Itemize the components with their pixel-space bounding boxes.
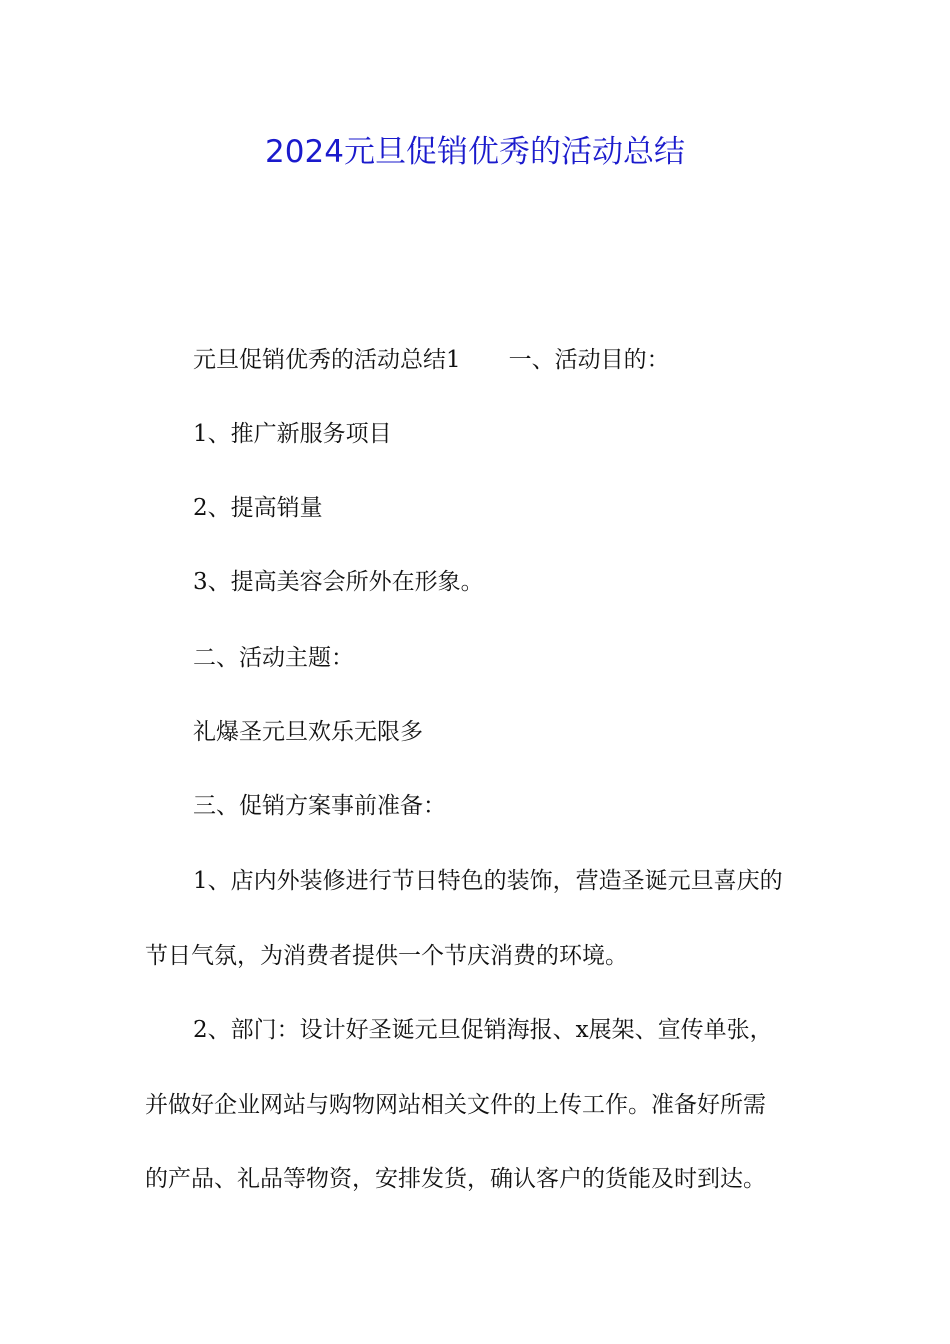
section2-heading: 二、活动主题： [193, 645, 354, 671]
prep1-line2: 节日气氛，为消费者提供一个节庆消费的环境。 [145, 943, 628, 969]
theme-text: 礼爆圣元旦欢乐无限多 [193, 719, 423, 745]
document-title: 2024元旦促销优秀的活动总结 [265, 134, 685, 170]
prep2-line3: 的产品、礼品等物资，安排发货，确认客户的货能及时到达。 [145, 1166, 766, 1192]
prep2-line2: 并做好企业网站与购物网站相关文件的上传工作。准备好所需 [145, 1092, 766, 1118]
section1-heading: 一、活动目的： [508, 347, 670, 373]
list-item-1: 1、推广新服务项目 [193, 421, 392, 447]
section3-heading: 三、促销方案事前准备： [193, 793, 446, 819]
prep2-line1: 2、部门：设计好圣诞元旦促销海报、x展架、宣传单张， [193, 1017, 773, 1043]
intro-line [193, 344, 670, 376]
list-item-3: 3、提高美容会所外在形象。 [193, 569, 484, 595]
intro-heading: 元旦促销优秀的活动总结1 [193, 347, 461, 373]
list-item-2: 2、提高销量 [193, 495, 323, 521]
prep1-line1: 1、店内外装修进行节日特色的装饰，营造圣诞元旦喜庆的 [193, 868, 783, 894]
